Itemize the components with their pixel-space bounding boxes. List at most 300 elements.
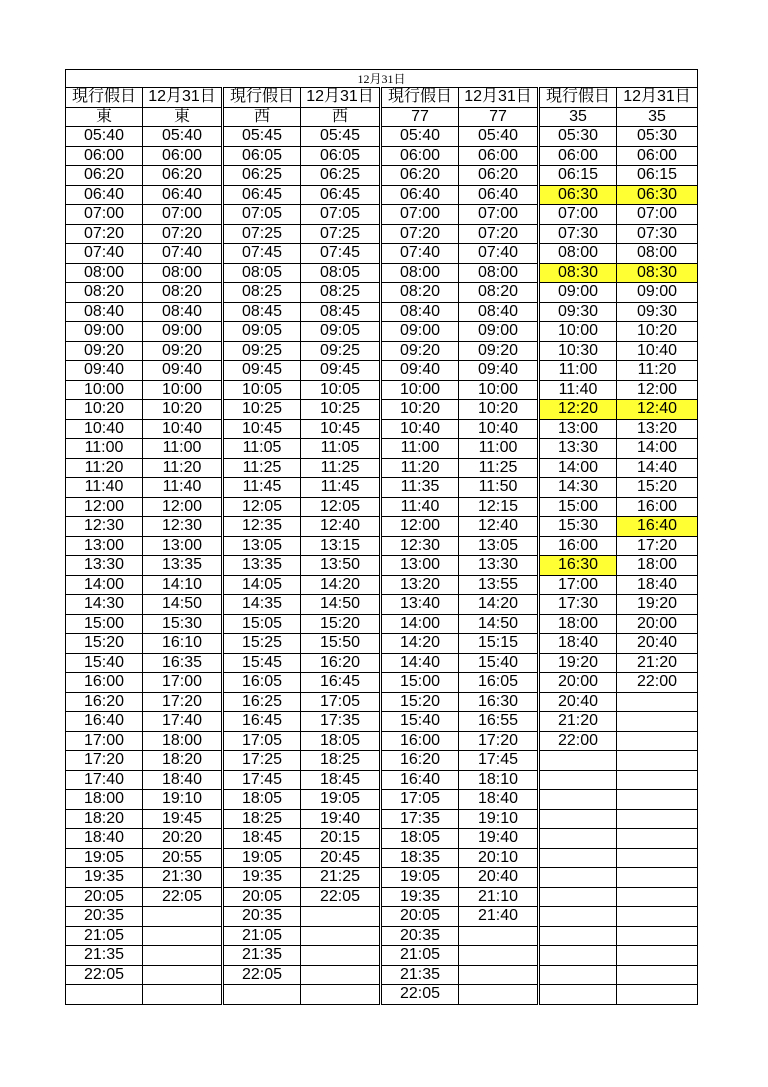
time-cell: 07:25 (223, 224, 301, 244)
time-cell: 06:40 (66, 185, 143, 205)
time-cell: 09:40 (381, 361, 459, 381)
time-cell: 14:30 (539, 478, 617, 498)
time-cell: 08:40 (459, 302, 539, 322)
time-cell (301, 965, 381, 985)
time-cell (539, 887, 617, 907)
time-cell: 22:00 (617, 673, 698, 693)
time-cell: 10:25 (301, 400, 381, 420)
time-cell: 20:35 (381, 926, 459, 946)
time-row (66, 497, 698, 517)
time-cell: 09:05 (301, 322, 381, 342)
time-cell: 14:20 (381, 634, 459, 654)
time-row (66, 946, 698, 966)
time-cell: 12:00 (143, 497, 223, 517)
time-cell: 10:40 (381, 419, 459, 439)
time-cell: 11:45 (223, 478, 301, 498)
time-cell: 13:00 (381, 556, 459, 576)
time-cell (539, 965, 617, 985)
time-cell: 13:35 (143, 556, 223, 576)
time-cell: 05:30 (617, 127, 698, 147)
time-row (66, 322, 698, 342)
header-cell: 現行假日 (66, 88, 143, 108)
header-cell: 現行假日 (223, 88, 301, 108)
time-cell: 10:00 (143, 380, 223, 400)
time-cell: 13:00 (143, 536, 223, 556)
time-cell: 18:40 (539, 634, 617, 654)
time-cell: 09:20 (66, 341, 143, 361)
time-cell: 10:30 (539, 341, 617, 361)
time-cell: 15:00 (381, 673, 459, 693)
time-cell: 13:05 (223, 536, 301, 556)
time-cell: 10:05 (301, 380, 381, 400)
time-cell: 11:25 (301, 458, 381, 478)
time-cell: 11:20 (66, 458, 143, 478)
time-cell: 08:30 (617, 263, 698, 283)
time-cell: 11:40 (539, 380, 617, 400)
time-cell (143, 946, 223, 966)
time-cell: 18:00 (143, 731, 223, 751)
time-cell: 07:45 (301, 244, 381, 264)
time-cell: 08:20 (459, 283, 539, 303)
time-cell: 15:40 (66, 653, 143, 673)
time-cell: 05:30 (539, 127, 617, 147)
time-cell (617, 692, 698, 712)
time-cell: 14:10 (143, 575, 223, 595)
time-cell (539, 985, 617, 1005)
time-cell: 08:40 (143, 302, 223, 322)
time-cell: 18:20 (143, 751, 223, 771)
time-cell: 14:40 (617, 458, 698, 478)
time-cell: 07:00 (143, 205, 223, 225)
time-cell: 12:30 (143, 517, 223, 537)
time-cell: 08:00 (459, 263, 539, 283)
time-row (66, 887, 698, 907)
time-cell: 06:00 (381, 146, 459, 166)
time-cell: 22:05 (143, 887, 223, 907)
time-cell: 10:00 (66, 380, 143, 400)
route-cell: 77 (459, 107, 539, 127)
time-cell: 09:00 (539, 283, 617, 303)
time-row (66, 185, 698, 205)
time-row (66, 166, 698, 186)
time-cell: 18:00 (66, 790, 143, 810)
time-cell: 20:55 (143, 848, 223, 868)
time-cell: 06:45 (301, 185, 381, 205)
header-cell: 現行假日 (539, 88, 617, 108)
header-cell: 12月31日 (617, 88, 698, 108)
time-cell: 07:00 (617, 205, 698, 225)
time-cell: 21:35 (66, 946, 143, 966)
time-cell: 05:45 (301, 127, 381, 147)
time-row (66, 400, 698, 420)
time-cell: 09:00 (143, 322, 223, 342)
time-row (66, 517, 698, 537)
time-cell: 14:50 (143, 595, 223, 615)
time-cell: 07:30 (617, 224, 698, 244)
time-cell: 08:25 (223, 283, 301, 303)
time-cell (301, 907, 381, 927)
time-cell: 18:40 (617, 575, 698, 595)
time-cell: 14:30 (66, 595, 143, 615)
time-cell: 06:40 (459, 185, 539, 205)
time-cell: 06:30 (539, 185, 617, 205)
time-cell: 16:55 (459, 712, 539, 732)
time-row (66, 575, 698, 595)
time-cell: 05:40 (143, 127, 223, 147)
time-cell: 15:25 (223, 634, 301, 654)
time-cell: 09:30 (539, 302, 617, 322)
time-cell (617, 809, 698, 829)
time-cell (301, 946, 381, 966)
time-cell: 06:00 (143, 146, 223, 166)
time-cell: 16:20 (66, 692, 143, 712)
time-cell (223, 985, 301, 1005)
time-cell: 06:40 (381, 185, 459, 205)
time-cell: 17:00 (539, 575, 617, 595)
time-cell: 19:05 (66, 848, 143, 868)
time-cell: 06:15 (617, 166, 698, 186)
time-row (66, 751, 698, 771)
time-cell: 09:20 (143, 341, 223, 361)
time-cell: 13:15 (301, 536, 381, 556)
time-cell: 22:05 (381, 985, 459, 1005)
header-cell: 12月31日 (143, 88, 223, 108)
time-cell: 05:40 (66, 127, 143, 147)
time-row (66, 868, 698, 888)
time-cell: 08:20 (143, 283, 223, 303)
time-cell: 09:30 (617, 302, 698, 322)
time-cell: 17:20 (143, 692, 223, 712)
time-cell: 18:25 (301, 751, 381, 771)
time-cell: 17:05 (381, 790, 459, 810)
time-cell: 19:05 (301, 790, 381, 810)
time-row (66, 653, 698, 673)
time-cell: 13:30 (539, 439, 617, 459)
time-cell (66, 985, 143, 1005)
time-cell: 13:55 (459, 575, 539, 595)
time-cell: 16:30 (539, 556, 617, 576)
time-row (66, 224, 698, 244)
time-cell: 10:40 (66, 419, 143, 439)
time-cell: 15:15 (459, 634, 539, 654)
time-cell: 11:05 (301, 439, 381, 459)
time-cell: 13:35 (223, 556, 301, 576)
time-cell: 18:10 (459, 770, 539, 790)
time-cell: 10:40 (143, 419, 223, 439)
time-cell: 10:00 (381, 380, 459, 400)
time-cell: 14:50 (301, 595, 381, 615)
time-cell: 06:00 (539, 146, 617, 166)
time-row (66, 458, 698, 478)
time-cell: 09:25 (223, 341, 301, 361)
time-cell: 13:05 (459, 536, 539, 556)
time-cell: 19:20 (617, 595, 698, 615)
time-cell: 20:00 (617, 614, 698, 634)
time-row (66, 926, 698, 946)
time-cell: 15:40 (459, 653, 539, 673)
time-cell: 11:35 (381, 478, 459, 498)
time-cell: 11:40 (381, 497, 459, 517)
time-cell (617, 751, 698, 771)
time-cell (539, 946, 617, 966)
time-cell: 07:00 (539, 205, 617, 225)
time-cell: 20:20 (143, 829, 223, 849)
time-cell (617, 712, 698, 732)
time-cell: 06:00 (459, 146, 539, 166)
time-cell: 17:00 (66, 731, 143, 751)
time-cell: 13:00 (66, 536, 143, 556)
time-cell: 17:20 (459, 731, 539, 751)
time-cell: 20:05 (223, 887, 301, 907)
time-cell: 14:00 (617, 439, 698, 459)
time-cell: 12:20 (539, 400, 617, 420)
time-cell (143, 926, 223, 946)
time-cell: 19:05 (223, 848, 301, 868)
header-cell: 12月31日 (301, 88, 381, 108)
time-cell: 13:30 (66, 556, 143, 576)
time-cell: 22:00 (539, 731, 617, 751)
time-cell: 11:05 (223, 439, 301, 459)
time-cell: 14:20 (459, 595, 539, 615)
time-cell: 17:20 (66, 751, 143, 771)
time-cell (539, 770, 617, 790)
time-cell: 07:40 (381, 244, 459, 264)
time-cell: 11:00 (539, 361, 617, 381)
time-cell (617, 926, 698, 946)
time-cell: 18:00 (617, 556, 698, 576)
time-cell: 15:30 (143, 614, 223, 634)
time-cell: 21:30 (143, 868, 223, 888)
time-cell: 08:05 (223, 263, 301, 283)
time-cell: 21:40 (459, 907, 539, 927)
time-row (66, 244, 698, 264)
time-cell: 06:05 (301, 146, 381, 166)
time-row (66, 848, 698, 868)
time-row (66, 341, 698, 361)
header-cell: 12月31日 (459, 88, 539, 108)
time-cell (617, 946, 698, 966)
time-cell: 11:40 (66, 478, 143, 498)
time-cell: 15:20 (301, 614, 381, 634)
timetable-sheet (65, 69, 697, 1005)
time-cell (539, 926, 617, 946)
time-cell: 17:40 (66, 770, 143, 790)
time-cell: 20:05 (381, 907, 459, 927)
time-row (66, 614, 698, 634)
time-cell: 06:00 (66, 146, 143, 166)
time-cell (539, 829, 617, 849)
time-cell: 21:25 (301, 868, 381, 888)
time-cell: 14:20 (301, 575, 381, 595)
time-cell: 14:00 (381, 614, 459, 634)
time-cell: 09:45 (223, 361, 301, 381)
time-cell: 09:00 (617, 283, 698, 303)
time-cell: 10:20 (381, 400, 459, 420)
time-cell (617, 887, 698, 907)
time-cell (539, 907, 617, 927)
time-cell: 12:05 (223, 497, 301, 517)
time-cell: 14:40 (381, 653, 459, 673)
time-cell: 06:00 (617, 146, 698, 166)
title-row (66, 70, 698, 88)
time-cell: 08:00 (539, 244, 617, 264)
time-cell: 17:45 (223, 770, 301, 790)
time-cell: 20:05 (66, 887, 143, 907)
time-cell: 05:45 (223, 127, 301, 147)
time-cell: 16:05 (223, 673, 301, 693)
time-row (66, 731, 698, 751)
time-cell: 08:20 (381, 283, 459, 303)
time-cell: 06:20 (381, 166, 459, 186)
time-cell: 11:25 (459, 458, 539, 478)
time-cell: 12:40 (617, 400, 698, 420)
time-cell: 06:20 (459, 166, 539, 186)
time-cell: 19:35 (381, 887, 459, 907)
time-cell: 12:30 (381, 536, 459, 556)
time-cell: 10:45 (301, 419, 381, 439)
time-cell: 19:35 (66, 868, 143, 888)
table-title: 12月31日 (66, 70, 698, 88)
time-row (66, 595, 698, 615)
route-cell: 35 (617, 107, 698, 127)
time-cell: 08:45 (223, 302, 301, 322)
time-row (66, 790, 698, 810)
time-cell (617, 829, 698, 849)
time-cell: 16:20 (301, 653, 381, 673)
time-cell: 16:25 (223, 692, 301, 712)
time-cell: 07:40 (66, 244, 143, 264)
time-row (66, 302, 698, 322)
time-cell: 18:35 (381, 848, 459, 868)
header-cell: 現行假日 (381, 88, 459, 108)
time-row (66, 205, 698, 225)
time-cell: 06:05 (223, 146, 301, 166)
time-cell: 18:25 (223, 809, 301, 829)
time-cell (539, 751, 617, 771)
time-cell: 19:40 (459, 829, 539, 849)
time-cell: 18:45 (301, 770, 381, 790)
time-cell: 11:00 (66, 439, 143, 459)
time-cell: 12:00 (381, 517, 459, 537)
time-cell: 20:40 (617, 634, 698, 654)
time-cell: 12:30 (66, 517, 143, 537)
time-cell (617, 770, 698, 790)
time-cell: 06:40 (143, 185, 223, 205)
time-cell: 21:35 (381, 965, 459, 985)
time-cell: 17:30 (539, 595, 617, 615)
time-cell (539, 868, 617, 888)
time-cell: 12:15 (459, 497, 539, 517)
time-cell: 18:05 (223, 790, 301, 810)
time-cell: 06:25 (301, 166, 381, 186)
time-row (66, 536, 698, 556)
time-cell: 11:20 (617, 361, 698, 381)
time-cell: 10:00 (459, 380, 539, 400)
time-cell: 09:40 (143, 361, 223, 381)
time-cell: 19:10 (143, 790, 223, 810)
time-cell (617, 731, 698, 751)
route-cell: 35 (539, 107, 617, 127)
route-cell: 77 (381, 107, 459, 127)
time-cell (459, 965, 539, 985)
time-cell: 10:45 (223, 419, 301, 439)
time-cell: 13:40 (381, 595, 459, 615)
time-cell: 05:40 (381, 127, 459, 147)
time-cell: 11:20 (381, 458, 459, 478)
time-cell: 17:25 (223, 751, 301, 771)
time-cell: 18:40 (143, 770, 223, 790)
time-cell: 07:40 (143, 244, 223, 264)
time-cell: 13:20 (381, 575, 459, 595)
time-cell: 19:10 (459, 809, 539, 829)
time-cell: 19:05 (381, 868, 459, 888)
time-row (66, 419, 698, 439)
time-cell (459, 985, 539, 1005)
time-cell: 18:00 (539, 614, 617, 634)
time-cell: 15:20 (617, 478, 698, 498)
time-cell: 16:30 (459, 692, 539, 712)
time-cell: 15:05 (223, 614, 301, 634)
time-cell: 11:00 (143, 439, 223, 459)
time-cell: 11:45 (301, 478, 381, 498)
time-cell: 08:45 (301, 302, 381, 322)
time-cell: 16:20 (381, 751, 459, 771)
time-cell: 07:30 (539, 224, 617, 244)
time-cell: 22:05 (66, 965, 143, 985)
time-cell: 18:40 (66, 829, 143, 849)
time-cell: 07:05 (223, 205, 301, 225)
time-cell: 12:00 (617, 380, 698, 400)
time-cell: 10:20 (617, 322, 698, 342)
time-cell: 21:20 (539, 712, 617, 732)
time-cell: 07:20 (459, 224, 539, 244)
time-cell: 17:05 (301, 692, 381, 712)
time-cell: 17:20 (617, 536, 698, 556)
time-cell: 09:00 (381, 322, 459, 342)
time-cell: 20:40 (539, 692, 617, 712)
time-cell: 10:20 (459, 400, 539, 420)
time-cell: 16:00 (66, 673, 143, 693)
time-cell: 08:05 (301, 263, 381, 283)
time-cell: 09:00 (459, 322, 539, 342)
time-cell: 13:20 (617, 419, 698, 439)
time-cell: 10:05 (223, 380, 301, 400)
time-cell: 10:40 (617, 341, 698, 361)
time-cell (539, 848, 617, 868)
time-cell (617, 790, 698, 810)
time-cell (617, 868, 698, 888)
time-cell: 10:25 (223, 400, 301, 420)
time-row (66, 361, 698, 381)
time-cell: 07:00 (381, 205, 459, 225)
time-cell: 06:30 (617, 185, 698, 205)
time-cell: 17:35 (381, 809, 459, 829)
time-row (66, 634, 698, 654)
time-cell: 13:50 (301, 556, 381, 576)
time-cell: 14:50 (459, 614, 539, 634)
time-cell: 19:40 (301, 809, 381, 829)
time-cell: 18:45 (223, 829, 301, 849)
time-cell: 16:05 (459, 673, 539, 693)
time-cell: 15:45 (223, 653, 301, 673)
time-cell: 08:40 (66, 302, 143, 322)
time-cell: 20:35 (223, 907, 301, 927)
time-cell: 21:20 (617, 653, 698, 673)
time-cell: 16:40 (66, 712, 143, 732)
time-row (66, 907, 698, 927)
time-cell: 15:40 (381, 712, 459, 732)
time-cell: 07:00 (66, 205, 143, 225)
